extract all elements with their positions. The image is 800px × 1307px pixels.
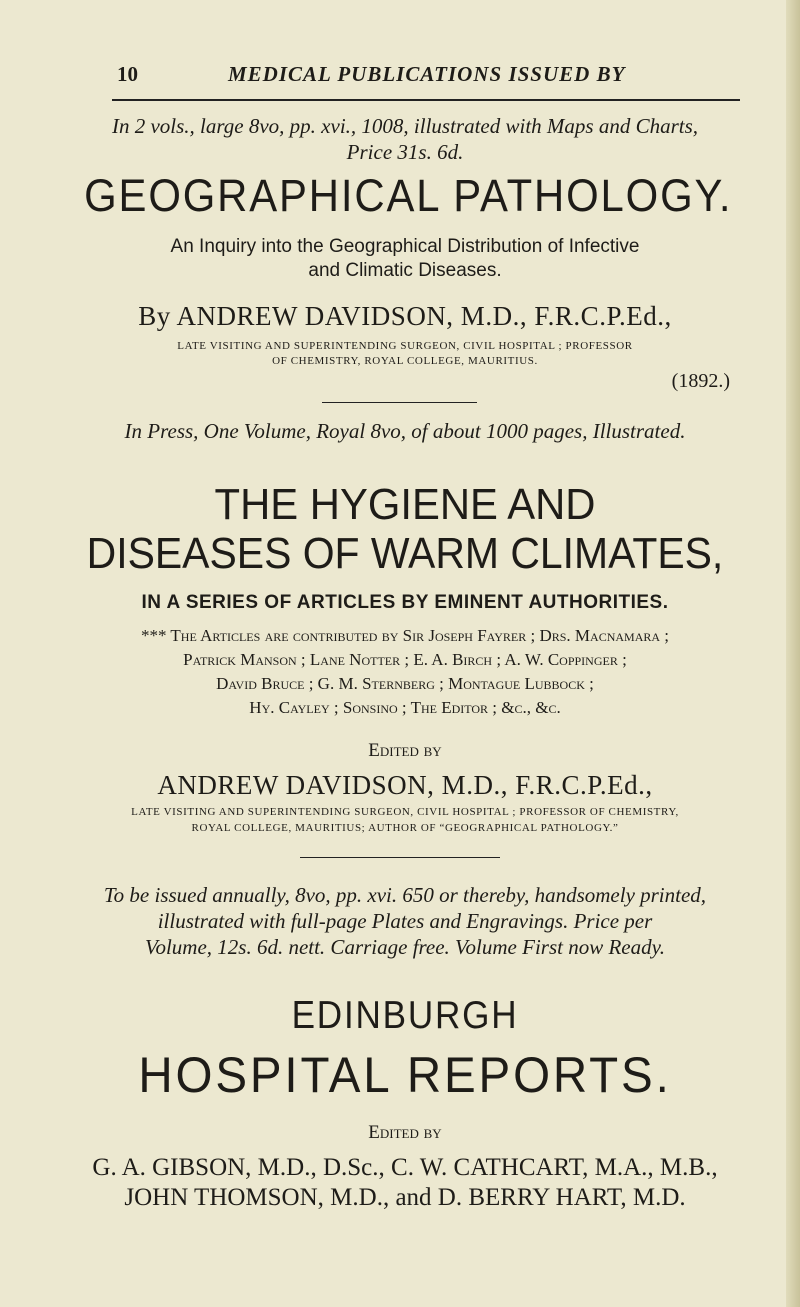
listing-2-subtitle: IN A SERIES OF ARTICLES BY EMINENT AUTHORITIES. [141,592,669,613]
listing-1-title: GEOGRAPHICAL PATHOLOGY. [84,170,733,221]
listing-2-contributors-4: Hy. Cayley ; Sonsino ; The Editor ; &c., &c. [249,698,561,717]
listing-1-author-credentials-2: OF CHEMISTRY, ROYAL COLLEGE, MAURITIUS. [272,355,538,367]
divider-1 [322,402,477,403]
listing-2-title-2: DISEASES OF WARM CLIMATES, [86,529,724,578]
listing-1-subtitle-1: An Inquiry into the Geographical Distribution of Infective [170,236,640,257]
listing-1-year: (1892.) [671,370,730,392]
listing-3-pub-note-1: To be issued annually, 8vo, pp. xvi. 650 or thereby, handsomely printed, [103,883,707,907]
header-rule [112,99,740,101]
listing-3-title-2: HOSPITAL REPORTS. [138,1047,672,1103]
divider-2 [300,857,500,858]
listing-1-subtitle-2: and Climatic Diseases. [308,260,502,281]
listing-2-editor: ANDREW DAVIDSON, M.D., F.R.C.P.Ed., [157,770,653,800]
listing-3-editors-2: JOHN THOMSON, M.D., and D. BERRY HART, M.D. [124,1184,686,1211]
listing-2-title-1: THE HYGIENE AND [214,480,596,529]
page-edge [786,0,800,1307]
listing-2-contributors-3: David Bruce ; G. M. Sternberg ; Montague Lubbock ; [216,674,594,693]
listing-1-author-credentials-1: LATE VISITING AND SUPERINTENDING SURGEON, CIVIL HOSPITAL ; PROFESSOR [177,340,633,352]
listing-2-edited-by: Edited by [368,740,442,761]
listing-1-author: By ANDREW DAVIDSON, M.D., F.R.C.P.Ed., [138,301,672,331]
listing-2-contributors-1: *** The Articles are contributed by Sir Joseph Fayrer ; Drs. Macnamara ; [140,626,670,645]
page-number: 10 [117,62,138,86]
page-header [0,62,800,102]
listing-3-title-1: EDINBURGH [291,994,519,1037]
listing-3-editors-1: G. A. GIBSON, M.D., D.Sc., C. W. CATHCART, M.A., M.B., [92,1154,718,1181]
listing-2-contributors-2: Patrick Manson ; Lane Notter ; E. A. Birch ; A. W. Coppinger ; [183,650,627,669]
listing-3-edited-by: Edited by [368,1122,442,1143]
listing-2-editor-credentials-1: LATE VISITING AND SUPERINTENDING SURGEON, CIVIL HOSPITAL ; PROFESSOR OF CHEMISTRY, [131,806,679,818]
listing-2-pub-note: In Press, One Volume, Royal 8vo, of about 1000 pages, Illustrated. [124,419,686,443]
listing-1-pub-note: In 2 vols., large 8vo, pp. xvi., 1008, illustrated with Maps and Charts, [111,114,699,138]
listing-2-editor-credentials-2: ROYAL COLLEGE, MAURITIUS; AUTHOR OF “GEOGRAPHICAL PATHOLOGY.” [191,822,619,834]
listing-3-pub-note-2: illustrated with full-page Plates and Engravings. Price per [157,909,653,933]
listing-1-price: Price 31s. 6d. [346,140,464,164]
listing-3-pub-note-3: Volume, 12s. 6d. nett. Carriage free. Volume First now Ready. [144,935,666,959]
running-title: MEDICAL PUBLICATIONS ISSUED BY [228,62,626,86]
